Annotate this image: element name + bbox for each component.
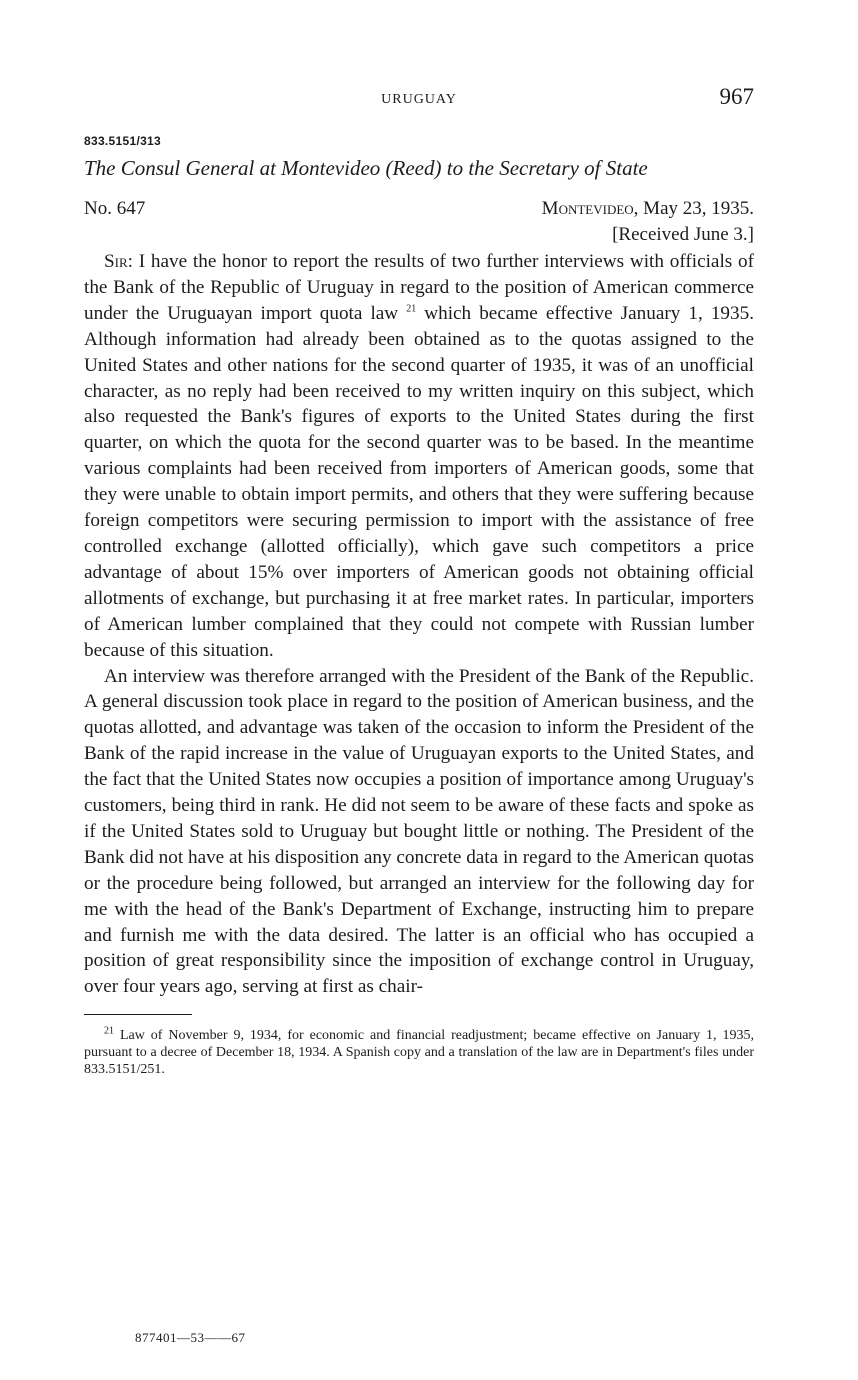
running-title: URUGUAY [381, 92, 457, 107]
file-reference: 833.5151/313 [84, 134, 162, 148]
document-heading: The Consul General at Montevideo (Reed) to the Secretary of State [84, 156, 648, 180]
printer-mark: 877401—53——67 [135, 1330, 246, 1345]
running-head [84, 84, 754, 120]
paragraph-2: An interview was therefore arranged with the President of the Bank of the Republic. A general discussion took place in regard to the position of American business, and the quotas allotted, and advantage was taken of the occasion to inform the President of the Bank of the rapid increase in the value of Uruguayan exports to the United States, and the fact that the United States now occupies a position of importance among Uruguay's customers, being third in rank. He did not seem to be aware of these facts and spoke as if the United States sold to Uruguay but bought little or nothing. The President of the Bank did not have at his disposition any concrete data in regard to the American quotas or the procedure being followed, but arranged an interview for the following day for me with the head of the Bank's Department of Exchange, instructing him to prepare and furnish me with the data desired. The latter is an official who has occupied a position of great responsibility since the imposition of exchange control in Uruguay, over four years ago, serving at first as chair- [84, 665, 754, 998]
paragraph-1-text-a: : I have the honor to report the results of two further interviews with officials of the Bank of the Republic of Uruguay in regard to the position of American commerce under the Uruguayan import quota law [84, 251, 754, 324]
dateline [84, 195, 754, 222]
footnote [84, 1027, 754, 1078]
despatch-number: No. 647 [84, 198, 146, 219]
footnote-text: Law of November 9, 1934, for economic and financial readjustment; became effective on January 1, 1935, pursuant to a decree of December 18, 1934. A Spanish copy and a translation of the law are in Department's files under 833.5151/251. [84, 1028, 754, 1078]
date-text: , May 23, 1935. [633, 198, 754, 219]
footnote-reference: 21 [406, 303, 417, 315]
letter-body [84, 249, 754, 1000]
place-name: Montevideo [541, 198, 634, 219]
salutation: Sir [104, 251, 128, 272]
paragraph-1-text-b: which became effective January 1, 1935. Although information had already been obtained as to the quotas assigned to the United States and other nations for the second quarter of 1935, it was of an unofficial character, as no reply had been received to my written inquiry on this subject, which also requested the Bank's figures of exports to the United States during the first quarter, on which the quota for the second quarter was to be based. In the meantime various complaints had been received from importers of American goods, some that they were unable to obtain import permits, and others that they were suffering because foreign competitors were securing permission to import with the assistance of free controlled exchange (allotted officially), which gave such competitors a price advantage of about 15% over importers of American goods not obtaining official allotments of exchange, but purchasing it at free market rates. In particular, importers of American lumber complained that they could not compete with Russian lumber because of this situation. [84, 302, 754, 661]
place-date [542, 195, 754, 222]
footnote-number: 21 [104, 1025, 114, 1037]
paragraph-1 [84, 249, 754, 664]
footnote-divider [84, 1014, 192, 1015]
document-page [84, 84, 754, 1078]
received-date: [Received June 3.] [612, 224, 754, 245]
page-number: 967 [719, 84, 754, 109]
